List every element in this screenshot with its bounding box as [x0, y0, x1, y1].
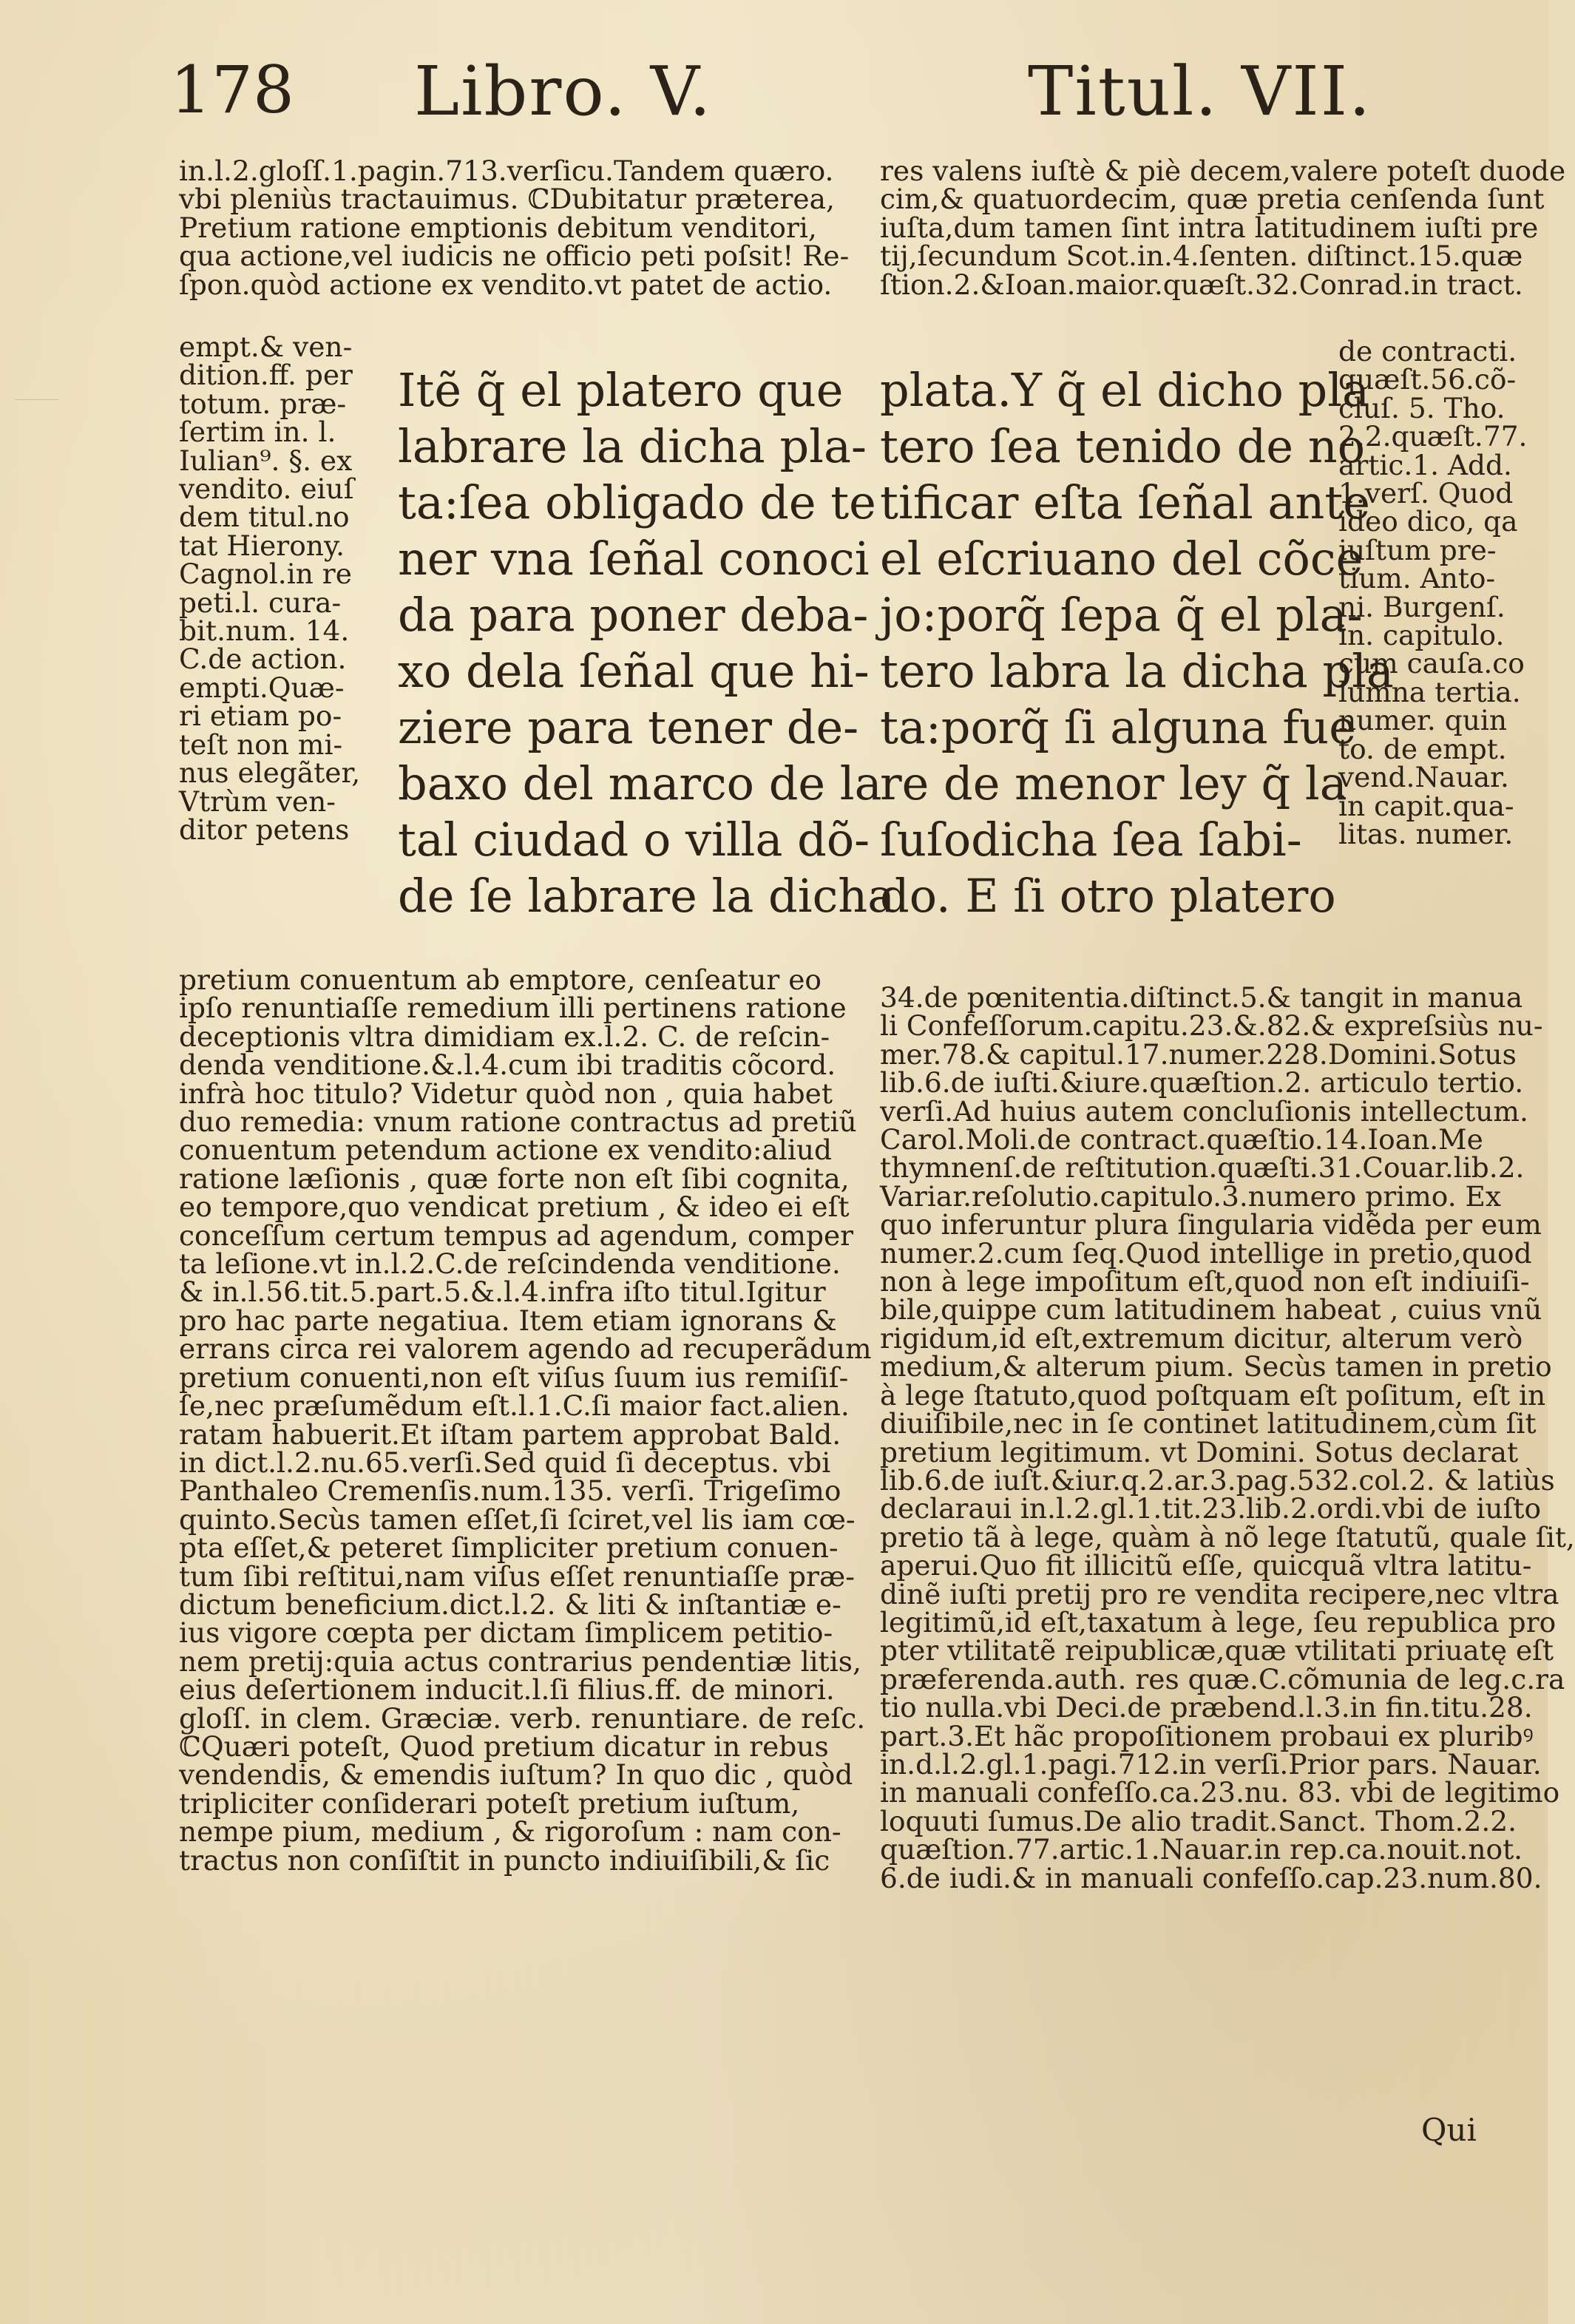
- text-line: part.3.Et hãc propoſitionem probaui ex pluribꝰ: [880, 1719, 1534, 1752]
- text-line: dition.ff. per: [179, 359, 353, 392]
- text-line: plata.Y q̃ el dicho pla: [880, 363, 1370, 417]
- text-line: Pretium ratione emptionis debitum venditori,: [179, 211, 817, 244]
- text-line: vend.Nauar.: [1338, 761, 1509, 794]
- page-header: [170, 52, 1459, 133]
- text-line: conuentum petendum actione ex vendito:aliud: [179, 1134, 833, 1167]
- text-line: Cagnol.in re: [179, 558, 352, 591]
- text-line: peti.l. cura-: [179, 586, 342, 619]
- text-line: 6.de iudi.& in manuali confeſſo.cap.23.num.80.: [880, 1861, 1542, 1894]
- text-line: tificar eſta ſeñal ante: [880, 475, 1370, 529]
- text-line: à lege ſtatuto,quod poſtquam eſt poſitum, eſt in: [880, 1378, 1546, 1412]
- text-line: Panthaleo Cremenſis.num.135. verſi. Trigeſimo: [179, 1474, 841, 1508]
- text-line: Iulian⁹. §. ex: [179, 444, 353, 477]
- text-line: infrà hoc titulo? Videtur quòd non , quia habet: [179, 1077, 833, 1110]
- text-line: ratione læſionis , quæ forte non eſt ſibi cognita,: [179, 1162, 850, 1195]
- text-line: cum cauſa.co: [1338, 647, 1525, 680]
- text-line: da para poner deba-: [398, 588, 869, 642]
- text-line: el eſcriuano del cõce: [880, 532, 1364, 586]
- text-line: empt.& ven-: [179, 331, 353, 363]
- text-line: tero labra la dicha pla: [880, 644, 1394, 698]
- text-line: C.de action.: [179, 643, 347, 676]
- text-line: dinẽ iuſti pretij pro re vendita recipere,nec vltra: [880, 1577, 1559, 1610]
- text-line: pta eſſet,& peteret ſimpliciter pretium conuen-: [179, 1531, 839, 1565]
- text-line: cim,& quatuordecim, quæ pretia cenſenda ſunt: [880, 183, 1545, 216]
- text-line: pretio tã à lege, quàm à nõ lege ſtatutũ, quale ſit,: [880, 1520, 1575, 1554]
- right-column-top-text: [880, 155, 1566, 301]
- text-line: mer.78.& capitul.17.numer.228.Domini.Sotus: [880, 1037, 1517, 1071]
- text-line: teſt non mi-: [179, 728, 343, 761]
- text-line: bile,quippe cum latitudinem habeat , cuius vnũ: [880, 1293, 1542, 1327]
- text-line: aperui.Quo fit illicitũ eſſe, quicquã vltra latitu-: [880, 1549, 1532, 1582]
- text-line: nempe pium, medium , & rigoroſum : nam con-: [179, 1815, 841, 1849]
- text-line: ta:ſea obligado de te: [398, 475, 876, 529]
- text-line: de ſe labrare la dicha: [398, 869, 895, 923]
- text-line: tio nulla.vbi Deci.de præbend.l.3.in fin.titu.28.: [880, 1691, 1533, 1724]
- text-line: quo inferuntur plura ſingularia vidẽda per eum: [880, 1208, 1542, 1241]
- text-line: ius vigore cœpta per dictam ſimplicem petitio-: [179, 1616, 833, 1650]
- text-line: li Confeſſorum.capitu.23.&.82.& expreſsiùs nu-: [880, 1009, 1543, 1043]
- text-line: vbi pleniùs tractauimus. ℂDubitatur præterea,: [179, 183, 835, 216]
- text-line: cluſ. 5. Tho.: [1338, 391, 1505, 424]
- text-line: res valens iuſtè & piè decem,valere poteſt duode: [880, 155, 1566, 187]
- text-line: iuſta,dum tamen ſint intra latitudinem iuſti pre: [880, 211, 1539, 244]
- text-line: pro hac parte negatiua. Item etiam ignorans &: [179, 1304, 837, 1337]
- text-line: ſtion.2.&Ioan.maior.quæſt.32.Conrad.in tract.: [880, 268, 1523, 301]
- text-line: tium. Anto-: [1338, 562, 1496, 595]
- text-line: to. de empt.: [1338, 732, 1507, 765]
- text-line: jo:porq̃ ſepa q̃ el pla-: [880, 588, 1363, 642]
- left-column-bottom-text: [179, 963, 872, 1877]
- text-line: xo dela ſeñal que hi-: [398, 644, 870, 698]
- text-line: ri etiam po-: [179, 699, 342, 733]
- text-line: ideo dico, qa: [1338, 505, 1518, 538]
- text-line: errans circa rei valorem agendo ad recuperãdum: [179, 1332, 872, 1366]
- text-line: quæſt.56.cõ-: [1338, 363, 1517, 396]
- text-line: conceſſum certum tempus ad agendum, comper: [179, 1219, 854, 1252]
- text-line: litas. numer.: [1338, 817, 1514, 850]
- page-edge-mark: [15, 399, 59, 400]
- text-line: ſpon.quòd actione ex vendito.vt patet de actio.: [179, 268, 833, 301]
- text-line: do. E ſi otro platero: [880, 869, 1336, 923]
- text-line: in dict.l.2.nu.65.verſi.Sed quid ſi deceptus. vbi: [179, 1446, 831, 1479]
- text-line: nem pretij:quia actus contrarius pendentiæ litis,: [179, 1644, 861, 1678]
- text-line: tat Hierony.: [179, 529, 345, 562]
- text-line: dictum beneficium.dict.l.2. & liti & inſtantiæ e-: [179, 1588, 841, 1621]
- text-line: totum. præ-: [179, 387, 347, 420]
- text-line: deceptionis vltra dimidiam ex.l.2. C. de reſcin-: [179, 1020, 830, 1053]
- text-line: de contracti.: [1338, 335, 1517, 367]
- text-line: pter vtilitatẽ reipublicæ,quæ vtilitati priuatę eſt: [880, 1634, 1554, 1667]
- text-line: vendito. eiuſ: [179, 472, 354, 506]
- text-line: artic.1. Add.: [1338, 448, 1512, 481]
- text-line: baxo del marco de la: [398, 756, 882, 810]
- text-line: loquuti ſumus.De alio tradit.Sanct. Thom.2.2.: [880, 1804, 1517, 1837]
- right-column-side-gloss: [1338, 337, 1534, 848]
- text-line: numer.2.cum ſeq.Quod intellige in pretio,quod: [880, 1236, 1532, 1270]
- text-line: tero ſea tenido de no: [880, 419, 1366, 473]
- text-line: 34.de pœnitentia.diſtinct.5.& tangit in manua: [880, 981, 1523, 1014]
- text-line: gloſſ. in clem. Græciæ. verb. renuntiare. de reſc.: [179, 1701, 866, 1735]
- text-line: Carol.Moli.de contract.quæſtio.14.Ioan.Me: [880, 1123, 1483, 1156]
- text-line: in.d.l.2.gl.1.pagi.712.in verſi.Prior pars. Nauar.: [880, 1747, 1542, 1781]
- text-line: nus elegãter,: [179, 756, 361, 790]
- text-line: in. capitulo.: [1338, 619, 1505, 652]
- text-line: quæſtion.77.artic.1.Nauar.in rep.ca.nouit.not.: [880, 1833, 1523, 1866]
- catchword: Qui: [1421, 2112, 1477, 2148]
- text-line: denda venditione.&.l.4.cum ibi traditis cõcord.: [179, 1048, 836, 1082]
- text-line: empti.Quæ-: [179, 671, 345, 704]
- text-line: lib.6.de iuſt.&iur.q.2.ar.3.pag.532.col.2. & latiùs: [880, 1463, 1555, 1497]
- text-line: tij,ſecundum Scot.in.4.ſenten. diſtinct.15.quæ: [880, 240, 1523, 273]
- text-line: pretium conuentum ab emptore, cenſeatur eo: [179, 963, 822, 996]
- text-line: 1.verſ. Quod: [1338, 477, 1514, 510]
- text-line: ſuſodicha ſea ſabi-: [880, 813, 1302, 867]
- text-line: numer. quin: [1338, 704, 1508, 737]
- text-line: re de menor ley q̃ la: [880, 756, 1347, 810]
- text-line: Vtrùm ven-: [179, 785, 336, 818]
- text-line: eius deſertionem inducit.l.ſi filius.ff. de minori.: [179, 1673, 835, 1707]
- text-line: 2.2.quæſt.77.: [1338, 420, 1528, 453]
- text-line: ner vna ſeñal conoci: [398, 532, 870, 586]
- text-line: bit.num. 14.: [179, 614, 350, 648]
- text-line: verſi.Ad huius autem concluſionis intellectum.: [880, 1094, 1528, 1128]
- text-line: legitimũ,id eſt,taxatum à lege, ſeu republica pro: [880, 1605, 1557, 1639]
- text-line: ditor petens: [179, 813, 350, 846]
- right-column-bottom-text: [880, 981, 1575, 1894]
- text-line: Itẽ q̃ el platero que: [398, 363, 844, 417]
- left-column-side-gloss: [179, 333, 379, 844]
- text-line: pretium conuenti,non eſt viſus ſuum ius remiſiſ-: [179, 1361, 849, 1394]
- text-line: duo remedia: vnum ratione contractus ad pretiũ: [179, 1105, 857, 1139]
- text-line: ſe,nec præſumẽdum eſt.l.1.C.ſi maior fact.alien.: [179, 1389, 850, 1423]
- text-line: vendendis, & emendis iuſtum? In quo dic , quòd: [179, 1758, 853, 1792]
- text-line: iuſtum pre-: [1338, 533, 1497, 566]
- text-line: ziere para tener de-: [398, 700, 859, 754]
- text-line: lumna tertia.: [1338, 675, 1521, 708]
- statute-text-left: [398, 362, 895, 924]
- text-line: tractus non conſiſtit in puncto indiuiſibili,& ſic: [179, 1843, 830, 1877]
- text-line: in manuali confeſſo.ca.23.nu. 83. vbi de legitimo: [880, 1776, 1560, 1809]
- text-line: & in.l.56.tit.5.part.5.&.l.4.infra iſto titul.Igitur: [179, 1276, 826, 1309]
- text-line: eo tempore,quo vendicat pretium , & ideo ei eſt: [179, 1190, 850, 1224]
- text-line: declaraui in.l.2.gl.1.tit.23.lib.2.ordi.vbi de iuſto: [880, 1492, 1542, 1525]
- text-line: ipſo renuntiaſſe remedium illi pertinens ratione: [179, 992, 847, 1025]
- page-number: 178: [170, 52, 294, 128]
- left-column-top-text: [179, 155, 850, 301]
- text-line: medium,& alterum pium. Secùs tamen in pretio: [880, 1350, 1552, 1383]
- text-line: ta:porq̃ ſi alguna fue: [880, 700, 1356, 754]
- text-line: quinto.Secùs tamen eſſet,ſi ſciret,vel lis iam cœ-: [179, 1503, 856, 1536]
- text-line: lib.6.de iuſti.&iure.quæſtion.2. articulo tertio.: [880, 1066, 1524, 1100]
- text-line: præferenda.auth. res quæ.C.cõmunia de leg.c.ra: [880, 1662, 1565, 1695]
- statute-text-right: [880, 362, 1394, 924]
- text-line: diuiſibile,nec in ſe continet latitudinem,cùm ſit: [880, 1407, 1537, 1440]
- text-line: ſertim in. l.: [179, 416, 336, 449]
- text-line: ta leſione.vt in.l.2.C.de reſcindenda venditione.: [179, 1247, 841, 1281]
- text-line: in.l.2.gloſſ.1.pagin.713.verſicu.Tandem quæro.: [179, 155, 834, 187]
- text-line: ratam habuerit.Et iſtam partem approbat Bald.: [179, 1417, 841, 1451]
- text-line: thymnenſ.de reſtitution.quæſti.31.Couar.lib.2.: [880, 1151, 1525, 1185]
- text-line: pretium legitimum. vt Domini. Sotus declarat: [880, 1435, 1519, 1468]
- text-line: tal ciudad o villa dõ-: [398, 813, 870, 867]
- text-line: tripliciter conſiderari poteſt pretium iuſtum,: [179, 1786, 800, 1820]
- text-line: ni. Burgenſ.: [1338, 590, 1505, 623]
- text-line: in capit.qua-: [1338, 789, 1514, 822]
- text-line: ℂQuæri poteſt, Quod pretium dicatur in rebus: [179, 1730, 829, 1763]
- text-line: qua actione,vel iudicis ne officio peti poſsit! Re-: [179, 240, 850, 273]
- text-line: Variar.reſolutio.capitulo.3.numero primo. Ex: [880, 1179, 1502, 1213]
- text-line: non à lege impoſitum eſt,quod non eſt indiuiſi-: [880, 1265, 1530, 1298]
- text-line: rigidum,id eſt,extremum dicitur, alterum verò: [880, 1321, 1523, 1355]
- text-line: labrare la dicha pla-: [398, 419, 867, 473]
- text-line: dem titul.no: [179, 501, 350, 534]
- running-title-book: Libro. V.: [414, 52, 713, 131]
- text-line: tum ſibi reſtitui,nam viſus eſſet renuntiaſſe præ-: [179, 1559, 855, 1593]
- running-title-title: Titul. VII.: [1028, 52, 1372, 131]
